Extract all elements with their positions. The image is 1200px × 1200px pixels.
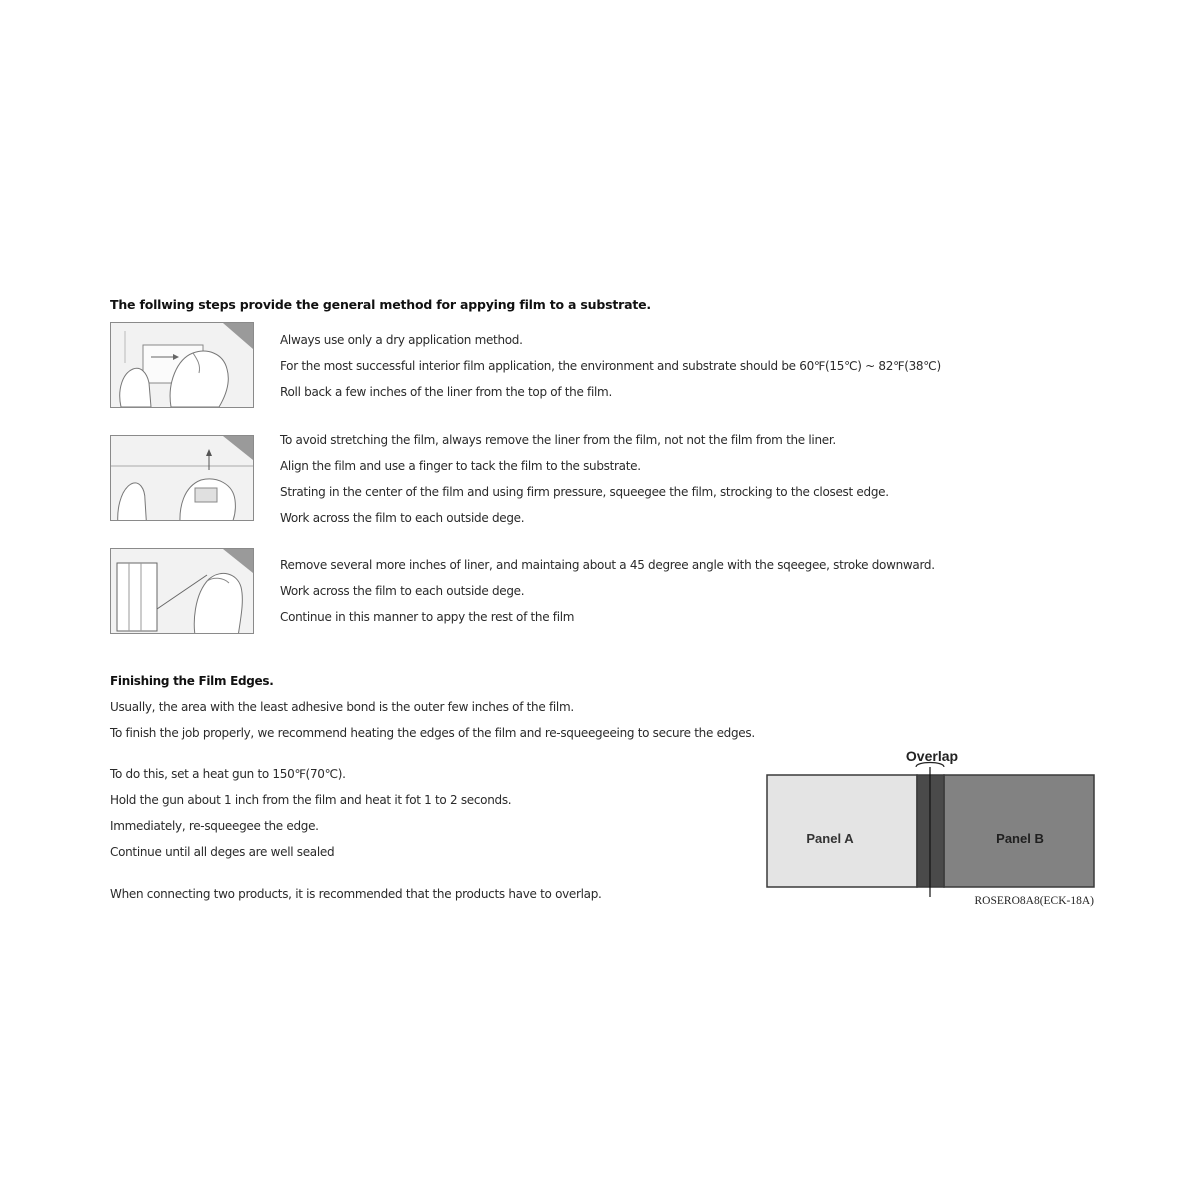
step-2-line-4: Work across the film to each outside dege. — [280, 511, 525, 525]
step-3-line-2: Work across the film to each outside dege. — [280, 584, 525, 598]
step-1-line-2: For the most successful interior film application, the environment and substrate should be 60℉(15℃) ~ 82℉(38℃) — [280, 359, 941, 373]
instruction-heading: The follwing steps provide the general method for appying film to a substrate. — [110, 297, 651, 312]
heat-step-1: To do this, set a heat gun to 150℉(70℃). — [110, 767, 346, 781]
connecting-note: When connecting two products, it is recommended that the products have to overlap. — [110, 887, 602, 901]
finishing-title: Finishing the Film Edges. — [110, 674, 274, 688]
step-1-illustration — [110, 322, 254, 408]
step-1-line-1: Always use only a dry application method. — [280, 333, 523, 347]
step-2-line-3: Strating in the center of the film and using firm pressure, squeegee the film, strocking to the closest edge. — [280, 485, 889, 499]
step-2-illustration — [110, 435, 254, 521]
step-3-line-1: Remove several more inches of liner, and maintaing about a 45 degree angle with the sqeegee, stroke downward. — [280, 558, 935, 572]
overlap-diagram — [766, 745, 1096, 910]
panel-a-label: Panel A — [806, 831, 854, 846]
step-2-line-2: Align the film and use a finger to tack the film to the substrate. — [280, 459, 641, 473]
finishing-intro-2: To finish the job properly, we recommend heating the edges of the film and re-squeegeeing to secure the edges. — [110, 726, 755, 740]
step-1-line-3: Roll back a few inches of the liner from the top of the film. — [280, 385, 612, 399]
diagram-caption: ROSERO8A8(ECK-18A) — [974, 895, 1094, 907]
heat-step-4: Continue until all deges are well sealed — [110, 845, 335, 859]
step-3-line-3: Continue in this manner to appy the rest of the film — [280, 610, 575, 624]
step-3-illustration — [110, 548, 254, 634]
step-2-line-1: To avoid stretching the film, always remove the liner from the film, not not the film from the liner. — [280, 433, 836, 447]
finishing-intro-1: Usually, the area with the least adhesive bond is the outer few inches of the film. — [110, 700, 574, 714]
overlap-label: Overlap — [905, 748, 959, 764]
heat-step-2: Hold the gun about 1 inch from the film and heat it fot 1 to 2 seconds. — [110, 793, 512, 807]
panel-b-label: Panel B — [996, 831, 1044, 846]
heat-step-3: Immediately, re-squeegee the edge. — [110, 819, 319, 833]
